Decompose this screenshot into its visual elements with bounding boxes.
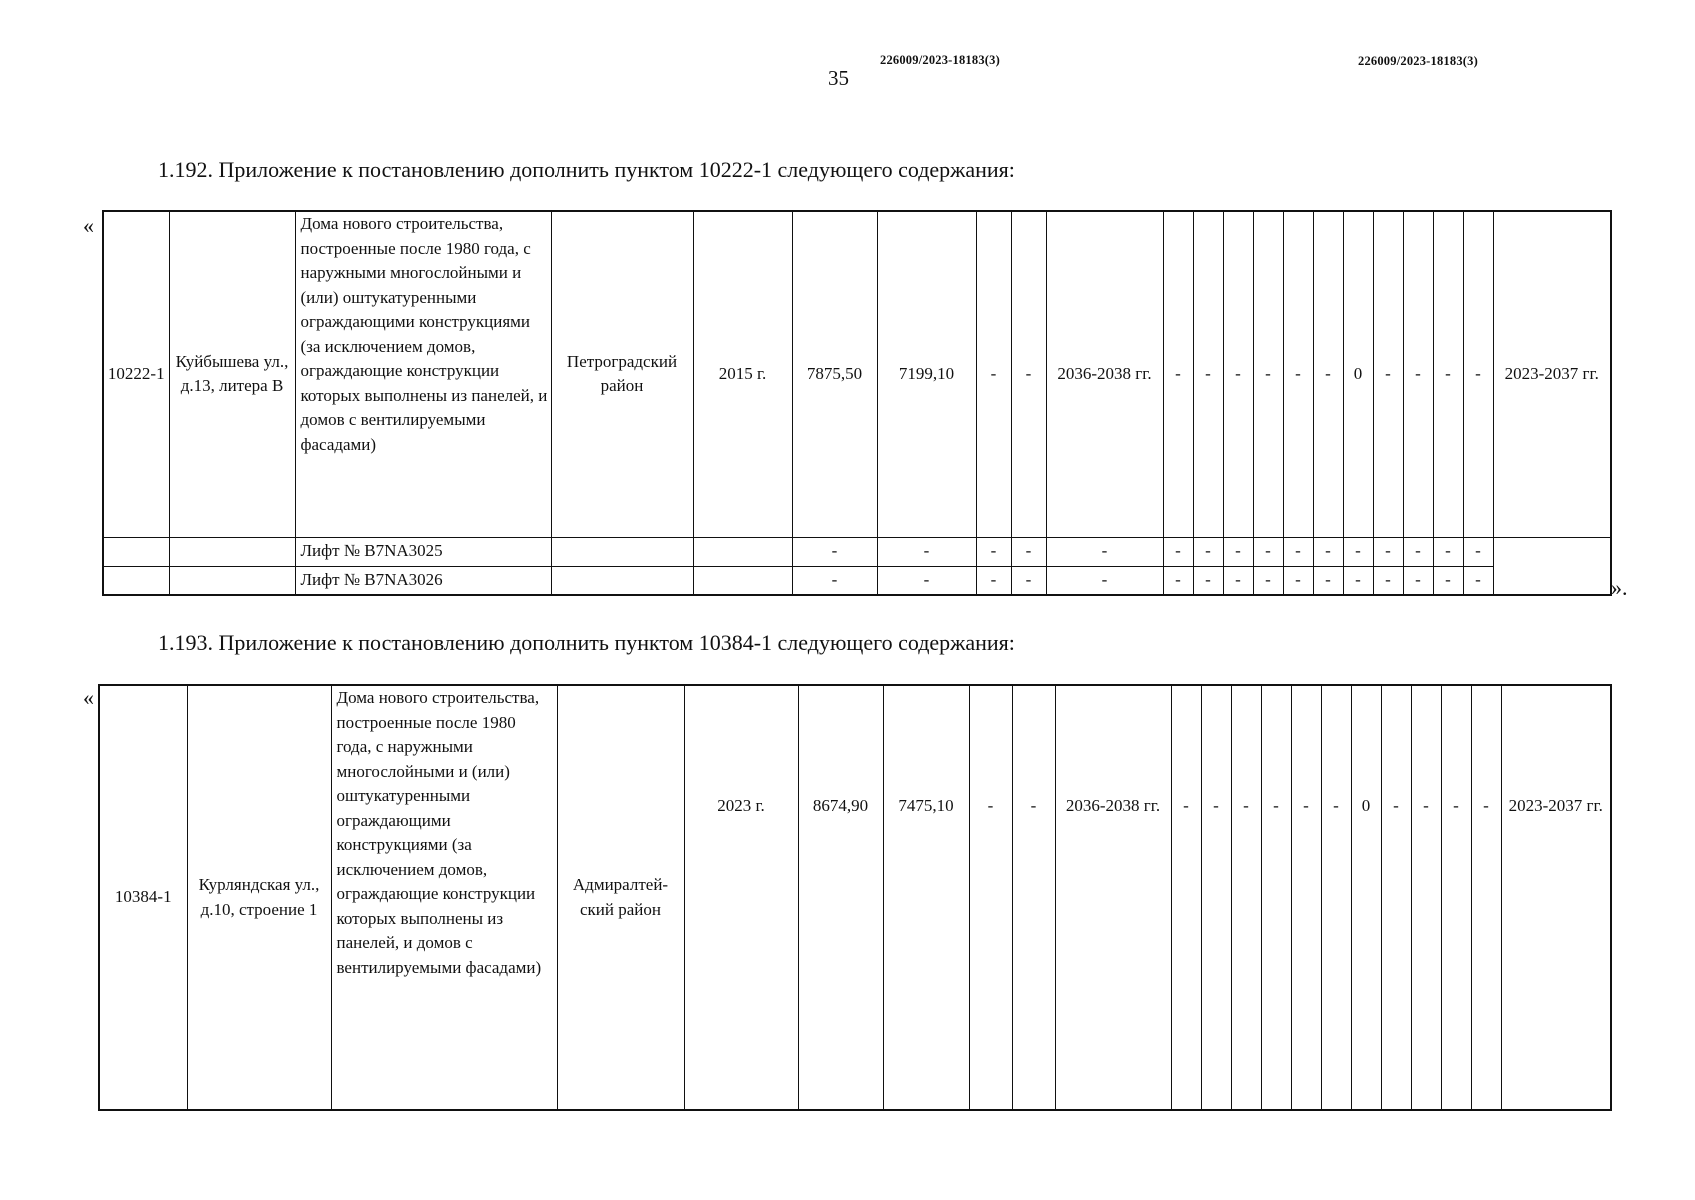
table-10222-1 xyxy=(102,210,1612,596)
value-cell: - xyxy=(1012,685,1055,1110)
district-cell: Петроградский район xyxy=(551,211,693,537)
value-cell: - xyxy=(1381,685,1411,1110)
value-cell: - xyxy=(1463,566,1493,595)
value-cell: - xyxy=(1253,566,1283,595)
table-row xyxy=(103,537,1611,566)
year-cell: 2023 г. xyxy=(684,685,798,1110)
section-2-heading: 1.193. Приложение к постановлению дополнить пунктом 10384-1 следующего содержания: xyxy=(158,630,1015,655)
year-cell: 2015 г. xyxy=(693,211,792,537)
value-cell: 0 xyxy=(1343,211,1373,537)
doc-number-right: 226009/2023-18183(3) xyxy=(1358,54,1478,68)
lift-name: Лифт № B7NA3025 xyxy=(295,537,551,566)
period-cell: 2036-2038 гг. xyxy=(1055,685,1171,1110)
value-cell: - xyxy=(1433,211,1463,537)
value-cell: - xyxy=(1441,685,1471,1110)
value-cell: - xyxy=(1373,537,1403,566)
value-cell: - xyxy=(976,211,1011,537)
value-cell: - xyxy=(1011,566,1046,595)
value-cell: - xyxy=(1163,211,1193,537)
table-row xyxy=(99,685,1611,1110)
value-cell: - xyxy=(1433,566,1463,595)
value-cell: - xyxy=(1046,566,1163,595)
district-cell: Адмиралтей-ский район xyxy=(557,685,684,1110)
value-cell: - xyxy=(1343,566,1373,595)
value-cell: - xyxy=(1011,211,1046,537)
value-cell: - xyxy=(1253,537,1283,566)
table-row xyxy=(103,211,1611,537)
value-cell: - xyxy=(1223,537,1253,566)
value-cell: - xyxy=(1463,211,1493,537)
description-cell: Дома нового строительства, построенные после 1980 года, с наружными многослойными и (или) оштукатуренными ограждающими конструкциями (за исключением домов, ограждающие конструкции которых выполнены из панелей, и домов с вентилируемыми фасадами) xyxy=(295,211,551,537)
lift-name: Лифт № B7NA3026 xyxy=(295,566,551,595)
value-cell: - xyxy=(1193,566,1223,595)
plan-period-cell: 2023-2037 гг. xyxy=(1501,685,1611,1110)
area-living-cell: 7199,10 xyxy=(877,211,976,537)
close-quote: ». xyxy=(1611,575,1628,600)
value-cell: - xyxy=(1201,685,1231,1110)
value-cell: - xyxy=(1411,685,1441,1110)
value-cell: - xyxy=(877,566,976,595)
value-cell: - xyxy=(1193,537,1223,566)
value-cell: - xyxy=(1433,537,1463,566)
area-total-cell: 8674,90 xyxy=(798,685,883,1110)
value-cell: - xyxy=(877,537,976,566)
value-cell: - xyxy=(1261,685,1291,1110)
value-cell: - xyxy=(1253,211,1283,537)
doc-number-left: 226009/2023-18183(3) xyxy=(880,53,1000,67)
value-cell: - xyxy=(969,685,1012,1110)
address-cell: Куйбышева ул., д.13, литера В xyxy=(169,211,295,537)
value-cell: - xyxy=(1313,566,1343,595)
value-cell: - xyxy=(1011,537,1046,566)
value-cell: - xyxy=(1231,685,1261,1110)
value-cell: - xyxy=(1291,685,1321,1110)
value-cell: - xyxy=(1223,566,1253,595)
value-cell: - xyxy=(1313,537,1343,566)
value-cell: - xyxy=(1373,211,1403,537)
value-cell: 0 xyxy=(1351,685,1381,1110)
value-cell: - xyxy=(1471,685,1501,1110)
value-cell: - xyxy=(1046,537,1163,566)
open-quote: « xyxy=(83,685,94,710)
row-id: 10222-1 xyxy=(103,211,169,537)
value-cell: - xyxy=(1171,685,1201,1110)
value-cell: - xyxy=(792,537,877,566)
value-cell: - xyxy=(976,537,1011,566)
value-cell: - xyxy=(1283,537,1313,566)
address-cell: Курляндская ул., д.10, строение 1 xyxy=(187,685,331,1110)
area-total-cell: 7875,50 xyxy=(792,211,877,537)
value-cell: - xyxy=(1283,566,1313,595)
value-cell: - xyxy=(1343,537,1373,566)
page-number: 35 xyxy=(828,66,849,90)
value-cell: - xyxy=(1373,566,1403,595)
table-10384-1 xyxy=(98,684,1612,1111)
plan-period-cell: 2023-2037 гг. xyxy=(1493,211,1611,537)
description-cell: Дома нового строительства, построенные после 1980 года, с наружными многослойными и (или) оштукатуренными ограждающими конструкциями (за исключением домов, ограждающие конструкции которых выполнены из панелей, и домов с вентилируемыми фасадами) xyxy=(331,685,557,1110)
value-cell: - xyxy=(1163,566,1193,595)
area-living-cell: 7475,10 xyxy=(883,685,969,1110)
value-cell: - xyxy=(1403,211,1433,537)
value-cell: - xyxy=(1283,211,1313,537)
open-quote: « xyxy=(83,213,94,238)
value-cell: - xyxy=(1193,211,1223,537)
row-id: 10384-1 xyxy=(99,685,187,1110)
value-cell: - xyxy=(1403,566,1433,595)
value-cell: - xyxy=(1313,211,1343,537)
section-1-heading: 1.192. Приложение к постановлению дополнить пунктом 10222-1 следующего содержания: xyxy=(158,157,1015,182)
value-cell: - xyxy=(1321,685,1351,1110)
period-cell: 2036-2038 гг. xyxy=(1046,211,1163,537)
table-row xyxy=(103,566,1611,595)
value-cell: - xyxy=(976,566,1011,595)
value-cell: - xyxy=(1463,537,1493,566)
value-cell: - xyxy=(1223,211,1253,537)
value-cell: - xyxy=(1163,537,1193,566)
value-cell: - xyxy=(792,566,877,595)
value-cell: - xyxy=(1403,537,1433,566)
